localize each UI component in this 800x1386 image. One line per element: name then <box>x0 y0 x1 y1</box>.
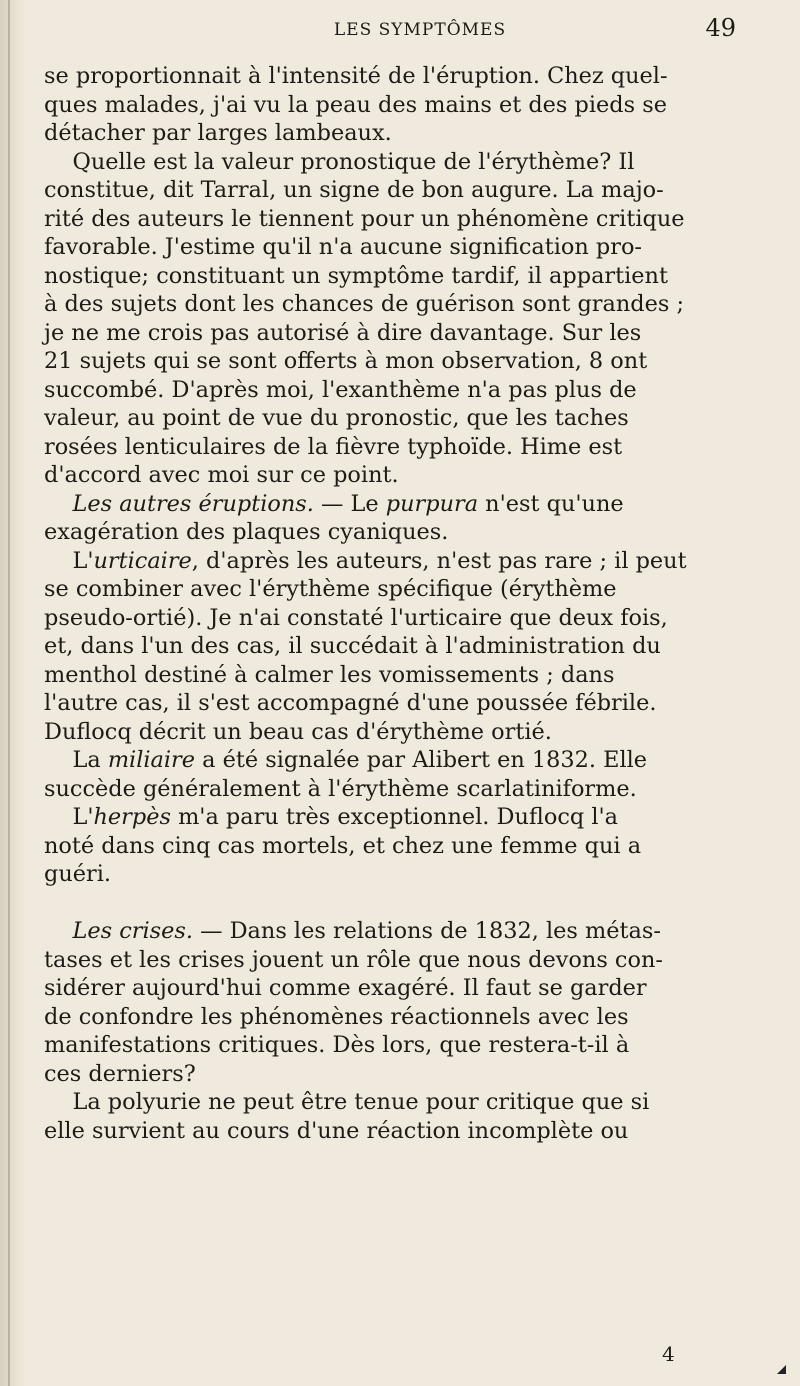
text-line <box>44 1117 726 1146</box>
text-run: n'est qu'une <box>478 490 624 517</box>
text-run: a été signalée par Alibert en 1832. Elle <box>195 747 648 773</box>
text-run: — Le <box>313 490 386 517</box>
text-run: d'accord avec moi sur ce point. <box>44 462 399 488</box>
text-run: manifestations critiques. Dès lors, que restera-t-il à <box>44 1032 630 1058</box>
text-run: détacher par larges lambeaux. <box>44 120 392 146</box>
text-run: favorable. J'estime qu'il n'a aucune signification pro- <box>44 234 642 260</box>
text-line <box>44 233 726 262</box>
text-run: menthol destiné à calmer les vomissements ; dans <box>44 661 615 688</box>
text-line <box>44 718 726 747</box>
italic-run: herpès <box>93 804 171 830</box>
text-line <box>44 404 726 433</box>
text-line <box>44 518 726 547</box>
text-run: tases et les crises jouent un rôle que nous devons con- <box>44 946 663 973</box>
page-header <box>60 14 780 54</box>
text-run: L' <box>44 804 94 830</box>
paragraph-gap <box>44 889 726 918</box>
text-run: nostique; constituant un symptôme tardif, il appartient <box>44 262 668 289</box>
text-line <box>44 917 726 946</box>
text-run: succède généralement à l'érythème scarlatiniforme. <box>44 775 637 802</box>
text-line <box>44 347 726 376</box>
text-run: 21 sujets qui se sont offerts à mon observation, 8 ont <box>44 348 648 374</box>
text-line <box>44 946 726 975</box>
text-line <box>44 575 726 604</box>
text-run: rosées lenticulaires de la fièvre typhoïde. Hime est <box>44 433 623 460</box>
text-line <box>44 860 726 889</box>
text-run: La <box>44 747 108 773</box>
text-run: pseudo-ortié). Je n'ai constaté l'urticaire que deux fois, <box>44 604 668 631</box>
text-run: ques malades, j'ai vu la peau des mains et des pieds se <box>44 91 667 118</box>
italic-run: urticaire <box>93 547 192 574</box>
text-run: elle survient au cours d'une réaction incomplète ou <box>44 1117 629 1144</box>
text-run: valeur, au point de vue du pronostic, que les taches <box>44 405 629 431</box>
italic-run: Les crises. <box>72 918 193 944</box>
text-line <box>44 262 726 291</box>
scan-corner-mark <box>777 1365 786 1374</box>
text-line <box>44 290 726 319</box>
text-line <box>44 1088 726 1117</box>
text-line <box>44 433 726 462</box>
text-line <box>44 119 726 148</box>
text-run: guéri. <box>44 861 111 887</box>
text-run: m'a paru très exceptionnel. Duflocq l'a <box>170 804 618 830</box>
text-line <box>44 775 726 804</box>
text-run: La polyurie ne peut être tenue pour critique que si <box>44 1089 650 1115</box>
text-run: se combiner avec l'érythème spécifique (érythème <box>44 576 617 602</box>
text-line <box>44 62 726 91</box>
text-line <box>44 1003 726 1032</box>
text-line <box>44 832 726 861</box>
text-line <box>44 148 726 177</box>
text-run: , d'après les auteurs, n'est pas rare ; il peut <box>191 547 687 574</box>
italic-run: miliaire <box>107 747 195 773</box>
text-run: à des sujets dont les chances de guérison sont grandes ; <box>44 291 684 317</box>
body-text <box>44 62 726 1145</box>
text-run: de confondre les phénomènes réactionnels avec les <box>44 1003 629 1030</box>
text-run: Duflocq décrit un beau cas d'érythème ortié. <box>44 718 552 745</box>
page-number: 49 <box>705 14 736 42</box>
text-line <box>44 974 726 1003</box>
text-run: se proportionnait à l'intensité de l'éruption. Chez quel- <box>44 63 668 89</box>
text-run: exagération des plaques cyaniques. <box>44 519 449 545</box>
text-line <box>44 803 726 832</box>
text-line <box>44 661 726 690</box>
text-line <box>44 176 726 205</box>
text-run: — Dans les relations de 1832, les métas- <box>192 918 661 944</box>
text-run: succombé. D'après moi, l'exanthème n'a pas plus de <box>44 376 637 403</box>
text-line <box>44 205 726 234</box>
text-run: rité des auteurs le tiennent pour un phénomène critique <box>44 205 685 232</box>
text-line <box>44 547 726 576</box>
text-run <box>44 918 72 944</box>
text-line <box>44 1031 726 1060</box>
text-run: constitue, dit Tarral, un signe de bon augure. La majo- <box>44 177 664 203</box>
text-run: et, dans l'un des cas, il succédait à l'administration du <box>44 633 661 659</box>
text-line <box>44 376 726 405</box>
text-run: sidérer aujourd'hui comme exagéré. Il faut se garder <box>44 975 647 1001</box>
page-gutter-shadow <box>0 0 26 1386</box>
text-line <box>44 746 726 775</box>
text-line <box>44 319 726 348</box>
text-line <box>44 604 726 633</box>
running-head: LES SYMPTÔMES <box>333 20 507 40</box>
text-line <box>44 689 726 718</box>
italic-run: purpura <box>385 490 479 517</box>
text-run: Quelle est la valeur pronostique de l'érythème? Il <box>44 148 635 175</box>
text-run <box>44 491 72 517</box>
text-run: je ne me crois pas autorisé à dire davantage. Sur les <box>44 319 642 346</box>
text-line <box>44 1060 726 1089</box>
text-line <box>44 632 726 661</box>
text-line <box>44 461 726 490</box>
signature-mark: 4 <box>662 1342 675 1366</box>
text-line <box>44 490 726 519</box>
page-edge-rule <box>8 0 10 1386</box>
text-run: ces derniers? <box>44 1060 196 1087</box>
text-run: noté dans cinq cas mortels, et chez une femme qui a <box>44 832 642 859</box>
italic-run: Les autres éruptions. <box>72 490 314 517</box>
text-line <box>44 91 726 120</box>
text-run: L' <box>44 547 94 574</box>
text-run: l'autre cas, il s'est accompagné d'une poussée fébrile. <box>44 690 657 716</box>
